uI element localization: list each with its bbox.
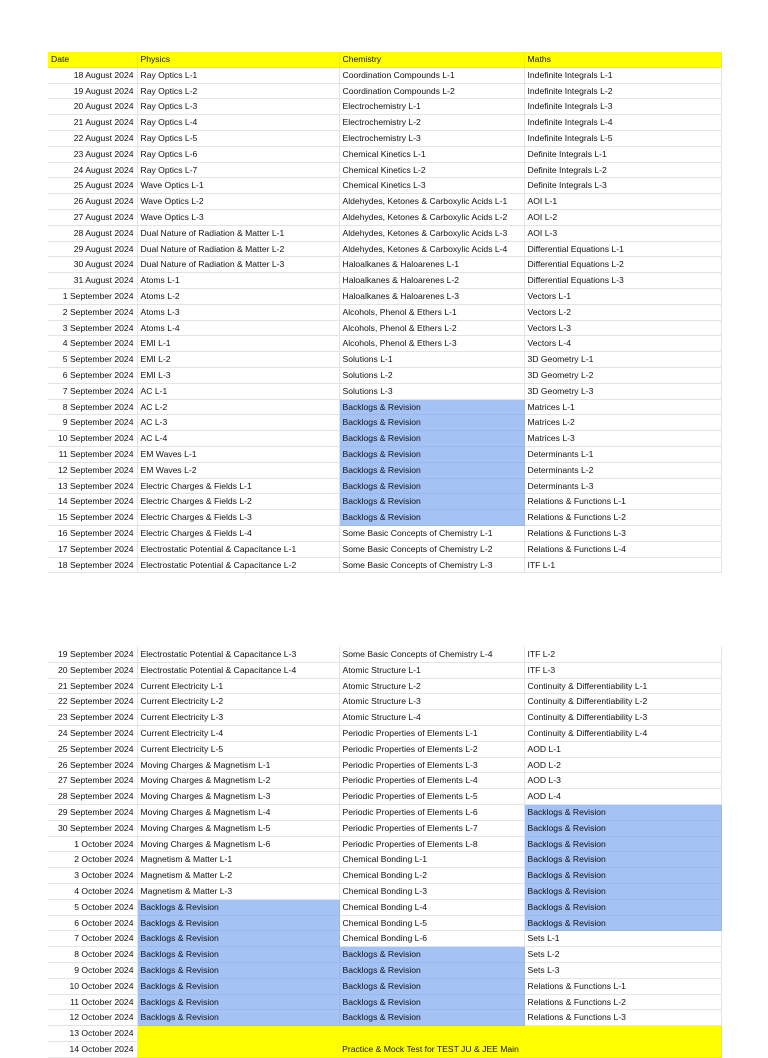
- maths-cell: Determinants L-2: [524, 462, 721, 478]
- physics-cell: Wave Optics L-3: [137, 209, 339, 225]
- table-row: [48, 899, 721, 915]
- date-cell: 25 August 2024: [48, 178, 137, 194]
- chemistry-cell: Periodic Properties of Elements L-8: [339, 836, 524, 852]
- maths-cell: Backlogs & Revision: [524, 868, 721, 884]
- chemistry-cell: Atomic Structure L-4: [339, 710, 524, 726]
- date-cell: 19 September 2024: [48, 647, 137, 662]
- table-row: [48, 647, 721, 662]
- physics-cell: Electric Charges & Fields L-3: [137, 510, 339, 526]
- table-row: [48, 868, 721, 884]
- date-cell: 16 September 2024: [48, 525, 137, 541]
- chemistry-cell: Alcohols, Phenol & Ethers L-2: [339, 320, 524, 336]
- table-row: [48, 320, 721, 336]
- date-cell: 5 October 2024: [48, 899, 137, 915]
- physics-cell: AC L-4: [137, 431, 339, 447]
- date-cell: 28 September 2024: [48, 789, 137, 805]
- header-chemistry: Chemistry: [339, 52, 524, 67]
- chemistry-cell: Backlogs & Revision: [339, 1010, 524, 1026]
- date-cell: 8 October 2024: [48, 947, 137, 963]
- date-cell: 9 October 2024: [48, 962, 137, 978]
- date-cell: 22 August 2024: [48, 130, 137, 146]
- date-cell: 6 October 2024: [48, 915, 137, 931]
- maths-cell: Relations & Functions L-4: [524, 541, 721, 557]
- chemistry-cell: Haloalkanes & Haloarenes L-2: [339, 273, 524, 289]
- chemistry-cell: Alcohols, Phenol & Ethers L-1: [339, 304, 524, 320]
- table-row: [48, 288, 721, 304]
- date-cell: 30 September 2024: [48, 820, 137, 836]
- chemistry-cell: Atomic Structure L-2: [339, 678, 524, 694]
- physics-cell: Dual Nature of Radiation & Matter L-3: [137, 257, 339, 273]
- maths-cell: Continuity & Differentiability L-1: [524, 678, 721, 694]
- chemistry-cell: Some Basic Concepts of Chemistry L-2: [339, 541, 524, 557]
- chemistry-cell: Backlogs & Revision: [339, 510, 524, 526]
- header-maths: Maths: [524, 52, 721, 67]
- header-physics: Physics: [137, 52, 339, 67]
- chemistry-cell: Coordination Compounds L-1: [339, 67, 524, 83]
- maths-cell: Indefinite Integrals L-3: [524, 99, 721, 115]
- physics-cell: Ray Optics L-7: [137, 162, 339, 178]
- table-row: [48, 678, 721, 694]
- table-row: [48, 446, 721, 462]
- table-row: [48, 304, 721, 320]
- maths-cell: Relations & Functions L-1: [524, 978, 721, 994]
- table-row: [48, 225, 721, 241]
- chemistry-cell: Backlogs & Revision: [339, 947, 524, 963]
- chemistry-cell: Periodic Properties of Elements L-2: [339, 741, 524, 757]
- physics-cell: Electrostatic Potential & Capacitance L-2: [137, 557, 339, 573]
- chemistry-cell: Periodic Properties of Elements L-6: [339, 804, 524, 820]
- table-row: [48, 162, 721, 178]
- date-cell: 27 August 2024: [48, 209, 137, 225]
- maths-cell: Vectors L-1: [524, 288, 721, 304]
- table-row: [48, 883, 721, 899]
- physics-cell: Electrostatic Potential & Capacitance L-1: [137, 541, 339, 557]
- maths-cell: Backlogs & Revision: [524, 883, 721, 899]
- table-row: [48, 915, 721, 931]
- physics-cell: EMI L-3: [137, 367, 339, 383]
- table-row: [48, 257, 721, 273]
- table-row: [48, 931, 721, 947]
- chemistry-cell: Atomic Structure L-1: [339, 662, 524, 678]
- date-cell: 20 September 2024: [48, 662, 137, 678]
- maths-cell: Definite Integrals L-2: [524, 162, 721, 178]
- table-row: [48, 352, 721, 368]
- maths-cell: Indefinite Integrals L-5: [524, 130, 721, 146]
- maths-cell: Differential Equations L-1: [524, 241, 721, 257]
- chemistry-cell: Aldehydes, Ketones & Carboxylic Acids L-2: [339, 209, 524, 225]
- table-row: [48, 83, 721, 99]
- table-row: [48, 773, 721, 789]
- physics-cell: Magnetism & Matter L-2: [137, 868, 339, 884]
- date-cell: 4 September 2024: [48, 336, 137, 352]
- chemistry-cell: Backlogs & Revision: [339, 415, 524, 431]
- date-cell: 27 September 2024: [48, 773, 137, 789]
- maths-cell: AOD L-3: [524, 773, 721, 789]
- chemistry-cell: Chemical Kinetics L-2: [339, 162, 524, 178]
- table-row: [48, 494, 721, 510]
- physics-cell: Wave Optics L-2: [137, 194, 339, 210]
- maths-cell: AOD L-1: [524, 741, 721, 757]
- chemistry-cell: Backlogs & Revision: [339, 494, 524, 510]
- physics-cell: Electric Charges & Fields L-1: [137, 478, 339, 494]
- date-cell: 24 September 2024: [48, 725, 137, 741]
- physics-cell: Electric Charges & Fields L-4: [137, 525, 339, 541]
- physics-cell: Magnetism & Matter L-1: [137, 852, 339, 868]
- physics-cell: Ray Optics L-6: [137, 146, 339, 162]
- table-row: [48, 115, 721, 131]
- table-row: [48, 725, 721, 741]
- maths-cell: Relations & Functions L-1: [524, 494, 721, 510]
- date-cell: 1 September 2024: [48, 288, 137, 304]
- maths-cell: Indefinite Integrals L-4: [524, 115, 721, 131]
- chemistry-cell: Chemical Bonding L-6: [339, 931, 524, 947]
- table-row: [48, 178, 721, 194]
- date-cell: 10 October 2024: [48, 978, 137, 994]
- maths-cell: Definite Integrals L-1: [524, 146, 721, 162]
- table-row: [48, 478, 721, 494]
- maths-cell: Sets L-3: [524, 962, 721, 978]
- table-row: [48, 146, 721, 162]
- table-row: [48, 557, 721, 573]
- header-date: Date: [48, 52, 137, 67]
- maths-cell: Determinants L-1: [524, 446, 721, 462]
- table-row: [48, 820, 721, 836]
- chemistry-cell: Solutions L-3: [339, 383, 524, 399]
- physics-cell: Current Electricity L-2: [137, 694, 339, 710]
- table-row: [48, 962, 721, 978]
- date-cell: 3 October 2024: [48, 868, 137, 884]
- chemistry-cell: Haloalkanes & Haloarenes L-3: [339, 288, 524, 304]
- table-row: [48, 804, 721, 820]
- physics-cell: Atoms L-1: [137, 273, 339, 289]
- maths-cell: Sets L-1: [524, 931, 721, 947]
- maths-cell: Vectors L-2: [524, 304, 721, 320]
- chemistry-cell: Backlogs & Revision: [339, 962, 524, 978]
- table-row: [48, 994, 721, 1010]
- chemistry-cell: Backlogs & Revision: [339, 978, 524, 994]
- table-row: [48, 130, 721, 146]
- physics-cell: Moving Charges & Magnetism L-4: [137, 804, 339, 820]
- chemistry-cell: Solutions L-1: [339, 352, 524, 368]
- maths-cell: AOI L-2: [524, 209, 721, 225]
- maths-cell: Sets L-2: [524, 947, 721, 963]
- date-cell: 15 September 2024: [48, 510, 137, 526]
- physics-cell: Atoms L-2: [137, 288, 339, 304]
- maths-cell: Indefinite Integrals L-1: [524, 67, 721, 83]
- table-row: [48, 789, 721, 805]
- date-cell: 10 September 2024: [48, 431, 137, 447]
- maths-cell: AOI L-1: [524, 194, 721, 210]
- chemistry-cell: Chemical Bonding L-5: [339, 915, 524, 931]
- maths-cell: 3D Geometry L-1: [524, 352, 721, 368]
- maths-cell: ITF L-3: [524, 662, 721, 678]
- date-cell: 5 September 2024: [48, 352, 137, 368]
- table-row: [48, 194, 721, 210]
- physics-cell: Current Electricity L-1: [137, 678, 339, 694]
- physics-cell: Moving Charges & Magnetism L-6: [137, 836, 339, 852]
- chemistry-cell: Electrochemistry L-3: [339, 130, 524, 146]
- maths-cell: Relations & Functions L-2: [524, 994, 721, 1010]
- merged-note-cell: Practice & Mock Test for TEST JU & JEE Main: [137, 1026, 721, 1058]
- maths-cell: Determinants L-3: [524, 478, 721, 494]
- date-cell: 2 October 2024: [48, 852, 137, 868]
- chemistry-cell: Aldehydes, Ketones & Carboxylic Acids L-4: [339, 241, 524, 257]
- date-cell: 13 September 2024: [48, 478, 137, 494]
- date-cell: 7 September 2024: [48, 383, 137, 399]
- maths-cell: Relations & Functions L-3: [524, 525, 721, 541]
- physics-cell: Electrostatic Potential & Capacitance L-3: [137, 647, 339, 662]
- table-row: [48, 525, 721, 541]
- chemistry-cell: Chemical Bonding L-2: [339, 868, 524, 884]
- table-row: [48, 209, 721, 225]
- chemistry-cell: Solutions L-2: [339, 367, 524, 383]
- date-cell: 21 August 2024: [48, 115, 137, 131]
- maths-cell: Continuity & Differentiability L-2: [524, 694, 721, 710]
- physics-cell: Current Electricity L-4: [137, 725, 339, 741]
- physics-cell: Backlogs & Revision: [137, 947, 339, 963]
- physics-cell: Moving Charges & Magnetism L-5: [137, 820, 339, 836]
- maths-cell: Vectors L-4: [524, 336, 721, 352]
- chemistry-cell: Atomic Structure L-3: [339, 694, 524, 710]
- physics-cell: Current Electricity L-3: [137, 710, 339, 726]
- physics-cell: Backlogs & Revision: [137, 994, 339, 1010]
- table-row: [48, 462, 721, 478]
- chemistry-cell: Periodic Properties of Elements L-3: [339, 757, 524, 773]
- table-row: [48, 1026, 721, 1042]
- physics-cell: Ray Optics L-4: [137, 115, 339, 131]
- physics-cell: Ray Optics L-3: [137, 99, 339, 115]
- chemistry-cell: Some Basic Concepts of Chemistry L-1: [339, 525, 524, 541]
- chemistry-cell: Periodic Properties of Elements L-4: [339, 773, 524, 789]
- date-cell: 24 August 2024: [48, 162, 137, 178]
- table-row: [48, 694, 721, 710]
- schedule-table-part2: [48, 647, 722, 1058]
- chemistry-cell: Some Basic Concepts of Chemistry L-4: [339, 647, 524, 662]
- table-row: [48, 383, 721, 399]
- date-cell: 12 September 2024: [48, 462, 137, 478]
- table-row: [48, 836, 721, 852]
- table-row: [48, 978, 721, 994]
- table-row: [48, 273, 721, 289]
- maths-cell: Backlogs & Revision: [524, 899, 721, 915]
- chemistry-cell: Aldehydes, Ketones & Carboxylic Acids L-1: [339, 194, 524, 210]
- date-cell: 25 September 2024: [48, 741, 137, 757]
- chemistry-cell: Periodic Properties of Elements L-5: [339, 789, 524, 805]
- date-cell: 14 September 2024: [48, 494, 137, 510]
- physics-cell: EMI L-2: [137, 352, 339, 368]
- table-row: [48, 947, 721, 963]
- date-cell: 23 September 2024: [48, 710, 137, 726]
- physics-cell: Dual Nature of Radiation & Matter L-1: [137, 225, 339, 241]
- maths-cell: AOI L-3: [524, 225, 721, 241]
- date-cell: 30 August 2024: [48, 257, 137, 273]
- physics-cell: Backlogs & Revision: [137, 931, 339, 947]
- maths-cell: Backlogs & Revision: [524, 852, 721, 868]
- physics-cell: Atoms L-3: [137, 304, 339, 320]
- physics-cell: Moving Charges & Magnetism L-1: [137, 757, 339, 773]
- physics-cell: EMI L-1: [137, 336, 339, 352]
- date-cell: 4 October 2024: [48, 883, 137, 899]
- maths-cell: 3D Geometry L-2: [524, 367, 721, 383]
- chemistry-cell: Periodic Properties of Elements L-1: [339, 725, 524, 741]
- maths-cell: AOD L-2: [524, 757, 721, 773]
- date-cell: 28 August 2024: [48, 225, 137, 241]
- date-cell: 18 August 2024: [48, 67, 137, 83]
- chemistry-cell: Aldehydes, Ketones & Carboxylic Acids L-3: [339, 225, 524, 241]
- maths-cell: ITF L-2: [524, 647, 721, 662]
- table-row: [48, 367, 721, 383]
- date-cell: 2 September 2024: [48, 304, 137, 320]
- maths-cell: Matrices L-1: [524, 399, 721, 415]
- table-row: [48, 241, 721, 257]
- chemistry-cell: Chemical Kinetics L-1: [339, 146, 524, 162]
- physics-cell: Magnetism & Matter L-3: [137, 883, 339, 899]
- physics-cell: Electrostatic Potential & Capacitance L-4: [137, 662, 339, 678]
- date-cell: 26 August 2024: [48, 194, 137, 210]
- physics-cell: EM Waves L-1: [137, 446, 339, 462]
- physics-cell: Backlogs & Revision: [137, 899, 339, 915]
- table-row: [48, 336, 721, 352]
- date-cell: 29 August 2024: [48, 241, 137, 257]
- chemistry-cell: Backlogs & Revision: [339, 478, 524, 494]
- physics-cell: Atoms L-4: [137, 320, 339, 336]
- table-row: [48, 510, 721, 526]
- maths-cell: Matrices L-2: [524, 415, 721, 431]
- physics-cell: EM Waves L-2: [137, 462, 339, 478]
- table-row: [48, 415, 721, 431]
- chemistry-cell: Some Basic Concepts of Chemistry L-3: [339, 557, 524, 573]
- chemistry-cell: Periodic Properties of Elements L-7: [339, 820, 524, 836]
- physics-cell: Electric Charges & Fields L-2: [137, 494, 339, 510]
- maths-cell: Continuity & Differentiability L-4: [524, 725, 721, 741]
- physics-cell: Wave Optics L-1: [137, 178, 339, 194]
- physics-cell: Backlogs & Revision: [137, 978, 339, 994]
- physics-cell: Backlogs & Revision: [137, 915, 339, 931]
- date-cell: 23 August 2024: [48, 146, 137, 162]
- maths-cell: 3D Geometry L-3: [524, 383, 721, 399]
- maths-cell: Backlogs & Revision: [524, 804, 721, 820]
- chemistry-cell: Coordination Compounds L-2: [339, 83, 524, 99]
- chemistry-cell: Chemical Bonding L-3: [339, 883, 524, 899]
- physics-cell: Ray Optics L-5: [137, 130, 339, 146]
- date-cell: 1 October 2024: [48, 836, 137, 852]
- date-cell: 11 October 2024: [48, 994, 137, 1010]
- chemistry-cell: Chemical Kinetics L-3: [339, 178, 524, 194]
- date-cell: 14 October 2024: [48, 1041, 137, 1057]
- date-cell: 18 September 2024: [48, 557, 137, 573]
- date-cell: 26 September 2024: [48, 757, 137, 773]
- table-row: [48, 757, 721, 773]
- physics-cell: Dual Nature of Radiation & Matter L-2: [137, 241, 339, 257]
- table-row: [48, 1010, 721, 1026]
- physics-cell: Moving Charges & Magnetism L-3: [137, 789, 339, 805]
- date-cell: 12 October 2024: [48, 1010, 137, 1026]
- physics-cell: Backlogs & Revision: [137, 962, 339, 978]
- chemistry-cell: Electrochemistry L-1: [339, 99, 524, 115]
- maths-cell: Matrices L-3: [524, 431, 721, 447]
- date-cell: 3 September 2024: [48, 320, 137, 336]
- physics-cell: AC L-1: [137, 383, 339, 399]
- date-cell: 11 September 2024: [48, 446, 137, 462]
- header-row: [48, 52, 721, 67]
- maths-cell: Definite Integrals L-3: [524, 178, 721, 194]
- chemistry-cell: Chemical Bonding L-4: [339, 899, 524, 915]
- maths-cell: Backlogs & Revision: [524, 915, 721, 931]
- table-row: [48, 662, 721, 678]
- physics-cell: Ray Optics L-2: [137, 83, 339, 99]
- date-cell: 22 September 2024: [48, 694, 137, 710]
- table-row: [48, 431, 721, 447]
- maths-cell: Relations & Functions L-3: [524, 1010, 721, 1026]
- chemistry-cell: Backlogs & Revision: [339, 399, 524, 415]
- maths-cell: Indefinite Integrals L-2: [524, 83, 721, 99]
- maths-cell: Differential Equations L-2: [524, 257, 721, 273]
- maths-cell: Differential Equations L-3: [524, 273, 721, 289]
- date-cell: 29 September 2024: [48, 804, 137, 820]
- physics-cell: AC L-3: [137, 415, 339, 431]
- chemistry-cell: Electrochemistry L-2: [339, 115, 524, 131]
- table-row: [48, 67, 721, 83]
- table-row: [48, 852, 721, 868]
- chemistry-cell: Haloalkanes & Haloarenes L-1: [339, 257, 524, 273]
- table-row: [48, 741, 721, 757]
- date-cell: 6 September 2024: [48, 367, 137, 383]
- maths-cell: Vectors L-3: [524, 320, 721, 336]
- chemistry-cell: Backlogs & Revision: [339, 431, 524, 447]
- physics-cell: Moving Charges & Magnetism L-2: [137, 773, 339, 789]
- table-row: [48, 541, 721, 557]
- date-cell: 7 October 2024: [48, 931, 137, 947]
- maths-cell: Relations & Functions L-2: [524, 510, 721, 526]
- physics-cell: Ray Optics L-1: [137, 67, 339, 83]
- schedule-table-part1: [48, 52, 722, 573]
- chemistry-cell: Backlogs & Revision: [339, 994, 524, 1010]
- physics-cell: Current Electricity L-5: [137, 741, 339, 757]
- chemistry-cell: Alcohols, Phenol & Ethers L-3: [339, 336, 524, 352]
- table-row: [48, 399, 721, 415]
- date-cell: 19 August 2024: [48, 83, 137, 99]
- date-cell: 21 September 2024: [48, 678, 137, 694]
- date-cell: 8 September 2024: [48, 399, 137, 415]
- table-row: [48, 710, 721, 726]
- physics-cell: AC L-2: [137, 399, 339, 415]
- date-cell: 9 September 2024: [48, 415, 137, 431]
- maths-cell: ITF L-1: [524, 557, 721, 573]
- table-row: [48, 99, 721, 115]
- date-cell: 17 September 2024: [48, 541, 137, 557]
- maths-cell: Backlogs & Revision: [524, 820, 721, 836]
- physics-cell: Backlogs & Revision: [137, 1010, 339, 1026]
- chemistry-cell: Chemical Bonding L-1: [339, 852, 524, 868]
- maths-cell: Backlogs & Revision: [524, 836, 721, 852]
- maths-cell: AOD L-4: [524, 789, 721, 805]
- chemistry-cell: Backlogs & Revision: [339, 446, 524, 462]
- date-cell: 13 October 2024: [48, 1026, 137, 1042]
- date-cell: 20 August 2024: [48, 99, 137, 115]
- chemistry-cell: Backlogs & Revision: [339, 462, 524, 478]
- date-cell: 31 August 2024: [48, 273, 137, 289]
- maths-cell: Continuity & Differentiability L-3: [524, 710, 721, 726]
